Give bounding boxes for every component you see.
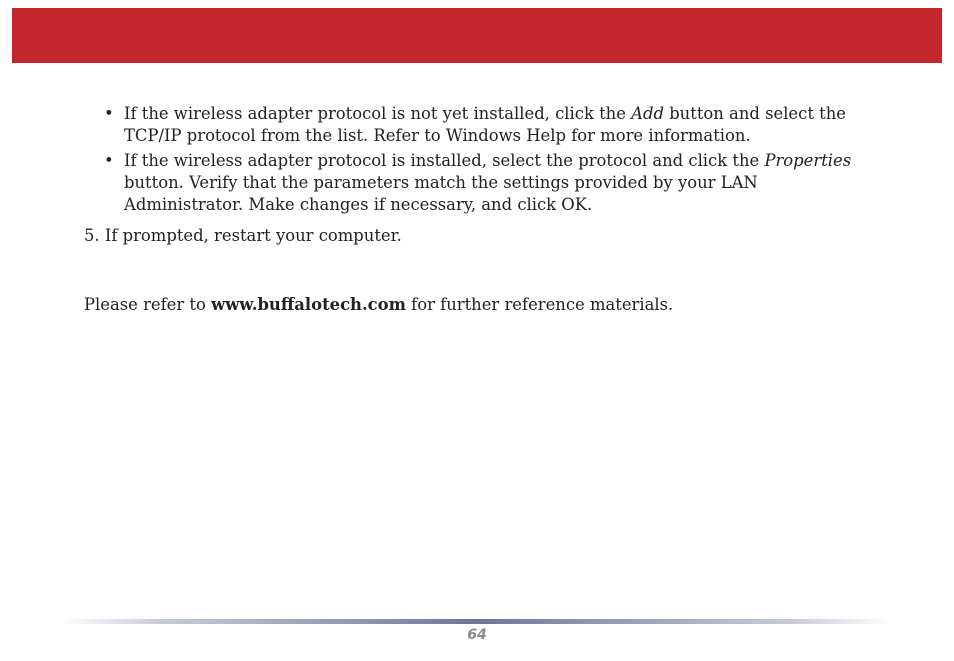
step-5: 5. If prompted, restart your computer.	[84, 226, 402, 245]
list-item	[104, 103, 864, 147]
add-button-reference: Add	[631, 104, 664, 123]
website-link[interactable]: www.buffalotech.com	[211, 295, 406, 314]
list-item	[104, 150, 864, 216]
footer-divider	[60, 619, 892, 624]
bullet-text: If the wireless adapter protocol is not yet installed, click the	[124, 104, 632, 123]
reference-text	[84, 294, 673, 316]
bullet-text: If the wireless adapter protocol is installed, select the protocol and click the	[124, 151, 765, 170]
properties-button-reference: Properties	[764, 151, 852, 170]
bullet-mark: •	[104, 104, 114, 123]
header-bar	[12, 8, 942, 63]
reference-prefix: Please refer to	[84, 295, 212, 314]
bullet-mark: •	[104, 151, 114, 170]
reference-suffix: for further reference materials.	[405, 295, 674, 314]
bullet-text: button and select the TCP/IP protocol from the list. Refer to Windows Help for more information.	[124, 104, 846, 145]
bullet-list	[104, 103, 864, 219]
page-number: 64	[467, 627, 487, 643]
bullet-text: button. Verify that the parameters match the settings provided by your LAN Administrator. Make changes if necessary, and click OK.	[124, 173, 758, 214]
